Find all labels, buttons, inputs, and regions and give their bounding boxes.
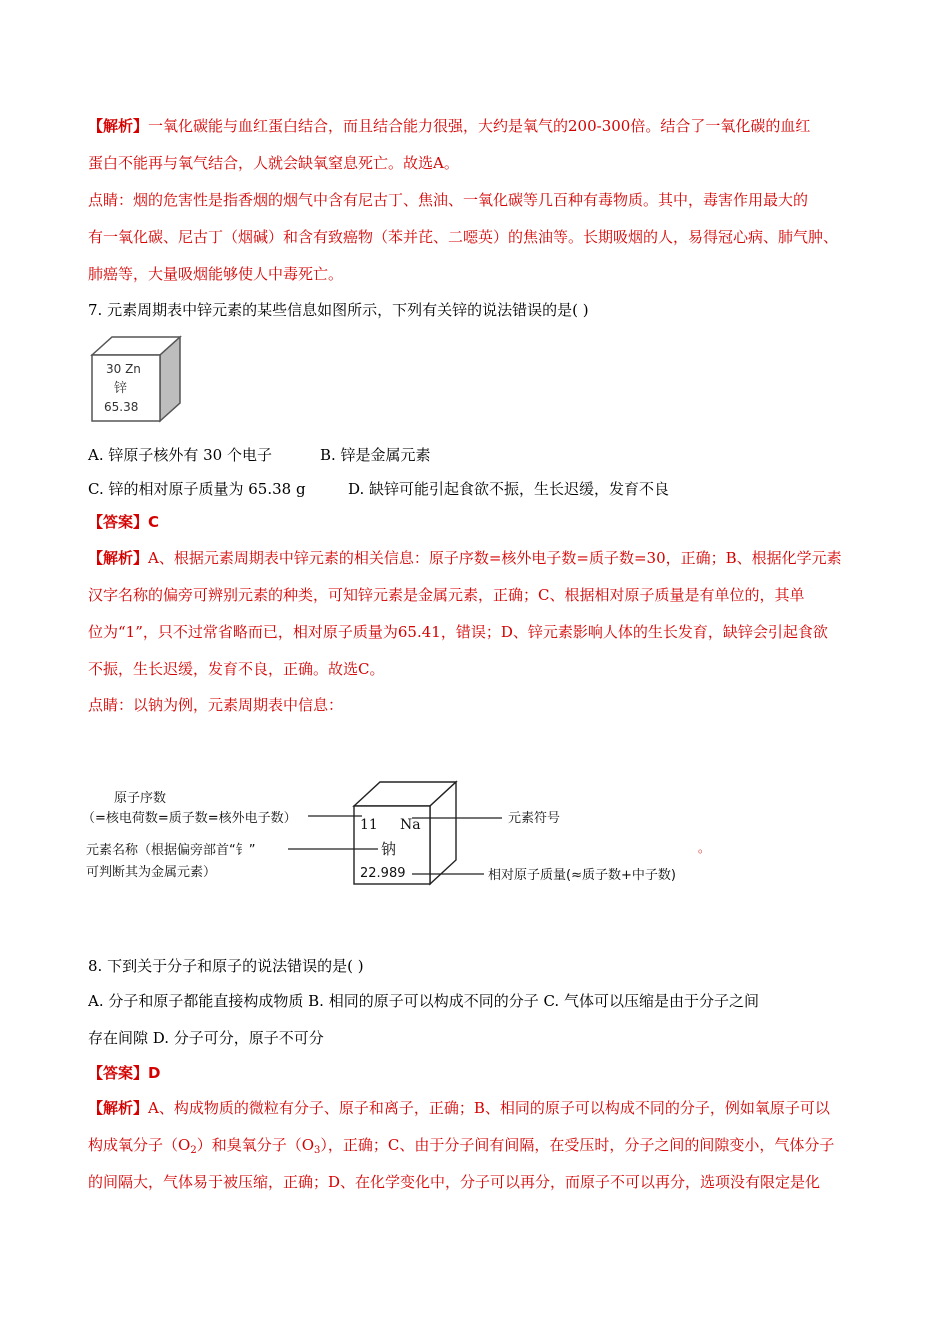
zn-number-symbol: 30 Zn <box>106 362 141 376</box>
q7-stem: 7. 元素周期表中锌元素的某些信息如图所示，下列有关锌的说法错误的是( ) <box>88 301 589 319</box>
q8-options-line-2: 存在间隙 D. 分子可分，原子不可分 <box>88 1029 324 1047</box>
stray-mark: 。 <box>698 841 711 855</box>
tip-line-1: 点睛：烟的危害性是指香烟的烟气中含有尼古丁、焦油、一氧化碳等几百种有毒物质。其中，毒害作用最大的 <box>88 191 809 209</box>
answer-tag: 【答案】 <box>88 1064 149 1082</box>
q7-analysis <box>88 540 866 722</box>
q8-answer <box>88 1058 866 1088</box>
label-atomic-mass: 相对原子质量(≈质子数+中子数) <box>488 868 676 883</box>
label-atomic-number-note: （=核电荷数=质子数=核外电子数） <box>82 811 297 826</box>
na-mass: 22.989 <box>360 866 406 881</box>
analysis-line-2: 蛋白不能再与氧气结合，人就会缺氧窒息死亡。故选A。 <box>88 154 459 172</box>
sodium-element-diagram <box>82 770 802 900</box>
q6-analysis <box>88 108 866 293</box>
na-symbol: Na <box>400 817 421 833</box>
q7-option-b: B. 锌是金属元素 <box>320 446 431 464</box>
analysis-line-3: 的间隔大，气体易于被压缩，正确；D、在化学变化中，分子可以再分，而原子不可以再分，选项没有限定是化 <box>88 1173 821 1191</box>
analysis-tag: 【解析】 <box>88 1099 149 1117</box>
analysis-line-2: 汉字名称的偏旁可辨别元素的种类，可知锌元素是金属元素，正确；C、根据相对原子质量是有单位的，其单 <box>88 586 805 604</box>
zn-mass: 65.38 <box>104 400 139 414</box>
analysis-line-3: 位为“1”，只不过常省略而已，相对原子质量为65.41，错误；D、锌元素影响人体的生长发育，缺锌会引起食欲 <box>88 623 828 641</box>
analysis-tag: 【解析】 <box>88 117 149 135</box>
tip-line-3: 肺癌等，大量吸烟能够使人中毒死亡。 <box>88 265 344 283</box>
q7-answer <box>88 507 866 537</box>
answer-value: D <box>148 1064 161 1082</box>
analysis-tag: 【解析】 <box>88 549 149 567</box>
q7-option-a: A. 锌原子核外有 30 个电子 <box>88 446 272 464</box>
answer-value: C <box>148 513 160 531</box>
zn-name: 锌 <box>114 381 128 396</box>
label-atomic-number: 原子序数 <box>114 791 167 806</box>
answer-tag: 【答案】 <box>88 513 149 531</box>
q8-analysis <box>88 1090 866 1201</box>
label-element-name-note: 可判断其为金属元素） <box>86 865 217 880</box>
analysis-line-1: 【解析】A、根据元素周期表中锌元素的相关信息：原子序数=核外电子数=质子数=30，正确；B、根据化学元素 <box>88 549 842 567</box>
na-name: 钠 <box>381 840 397 858</box>
na-number: 11 <box>360 817 378 833</box>
tip-line-2: 有一氧化碳、尼古丁（烟碱）和含有致癌物（苯并芘、二噁英）的焦油等。长期吸烟的人，易得冠心病、肺气肿、 <box>88 228 839 246</box>
analysis-line-1: 【解析】一氧化碳能与血红蛋白结合，而且结合能力很强，大约是氧气的200-300倍。结合了一氧化碳的血红 <box>88 117 811 135</box>
analysis-line-1: 【解析】A、构成物质的微粒有分子、原子和离子，正确；B、相同的原子可以构成不同的分子，例如氧原子可以 <box>88 1099 830 1117</box>
label-element-name: 元素名称（根据偏旁部首“钅” <box>86 843 256 858</box>
q8-stem: 8. 下到关于分子和原子的说法错误的是( ) <box>88 957 364 975</box>
q8-options <box>88 983 866 1057</box>
tip-line: 点睛：以钠为例，元素周期表中信息： <box>88 696 344 714</box>
q8-options-line-1: A. 分子和原子都能直接构成物质 B. 相同的原子可以构成不同的分子 C. 气体可以压缩是由于分子之间 <box>88 992 759 1010</box>
q7-option-d: D. 缺锌可能引起食欲不振，生长迟缓，发育不良 <box>348 480 670 498</box>
zinc-element-box <box>86 333 186 423</box>
analysis-line-4: 不振，生长迟缓，发育不良，正确。故选C。 <box>88 660 385 678</box>
label-element-symbol: 元素符号 <box>508 811 561 826</box>
q7-option-c: C. 锌的相对原子质量为 65.38 g <box>88 480 306 498</box>
analysis-line-2: 构成氧分子$(O_2)$和臭氧分子$(O_3)$，正确；C、由于分子间有间隔，在受压时，分子之间的间隙变小，气体分子 <box>88 1136 835 1156</box>
